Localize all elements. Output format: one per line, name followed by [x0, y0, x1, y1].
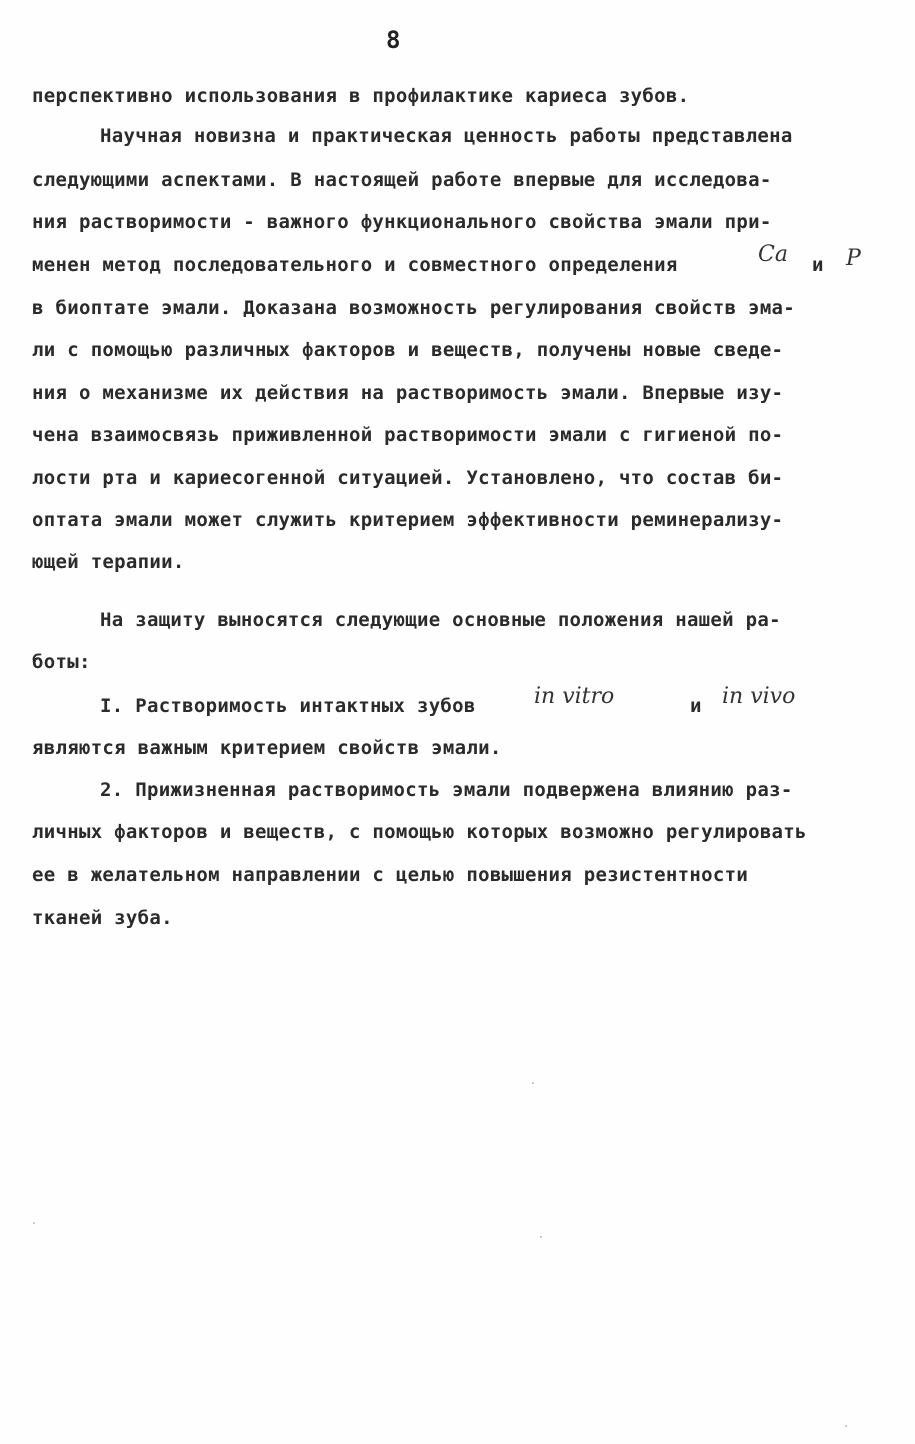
- text-line: менен метод последовательного и совместного определения: [32, 254, 678, 276]
- text-line: ющей терапии.: [32, 551, 185, 573]
- text-line: боты:: [32, 651, 91, 673]
- text-line: чена взаимосвязь приживленной растворимости эмали с гигиеной по-: [32, 424, 784, 446]
- handwritten-in-vivo: in vivo: [722, 684, 796, 709]
- text-line: являются важным критерием свойств эмали.: [32, 737, 502, 759]
- handwritten-ca: Ca: [758, 242, 788, 267]
- text-line: ее в желательном направлении с целью повышения резистентности: [32, 864, 749, 886]
- text-line: перспективно использования в профилактике кариеса зубов.: [32, 85, 690, 107]
- text-line: ния растворимости - важного функционального свойства эмали при-: [32, 211, 772, 233]
- text-line: лости рта и кариесогенной ситуацией. Установлено, что состав би-: [32, 467, 784, 489]
- text-line: На защиту выносятся следующие основные положения нашей ра-: [100, 609, 781, 631]
- text-line: в биоптате эмали. Доказана возможность регулирования свойств эма-: [32, 297, 796, 319]
- text-line: следующими аспектами. В настоящей работе впервые для исследова-: [32, 169, 772, 191]
- text-line: 2. Прижизненная растворимость эмали подвержена влиянию раз-: [100, 779, 793, 801]
- scan-speck: [845, 1425, 847, 1427]
- handwritten-p: P: [846, 246, 861, 271]
- text-line: тканей зуба.: [32, 907, 173, 929]
- scan-speck: [532, 1082, 534, 1084]
- text-line: I. Растворимость интактных зубов: [100, 695, 476, 717]
- text-and: и: [690, 695, 702, 717]
- text-line: личных факторов и веществ, с помощью которых возможно регулировать: [32, 821, 807, 843]
- text-line: ния о механизме их действия на растворимость эмали. Впервые изу-: [32, 382, 784, 404]
- scan-speck: [540, 1236, 542, 1238]
- text-and: и: [812, 254, 824, 276]
- scan-speck: [33, 1222, 35, 1224]
- text-line: ли с помощью различных факторов и веществ, получены новые сведе-: [32, 339, 784, 361]
- text-line: Научная новизна и практическая ценность работы представлена: [100, 125, 793, 147]
- page-number: 8: [386, 26, 401, 54]
- text-line: оптата эмали может служить критерием эффективности реминерализу-: [32, 509, 784, 531]
- handwritten-in-vitro: in vitro: [534, 684, 615, 709]
